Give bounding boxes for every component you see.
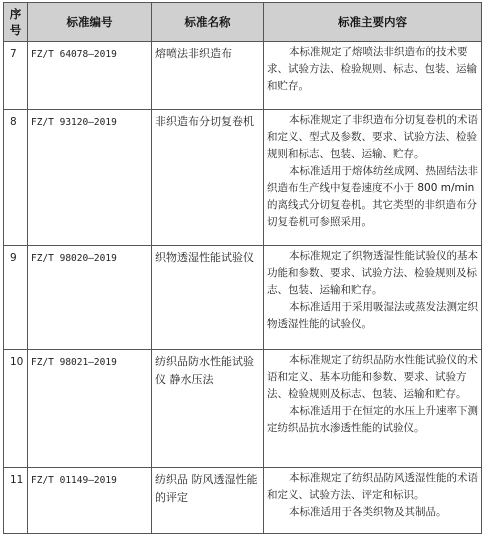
content-paragraph: 本标准规定了纺织品防风透湿性能的术语和定义、试验方法、评定和标识。 (267, 472, 478, 501)
content-paragraph: 本标准适用于各类织物及其制品。 (289, 506, 447, 518)
row-code: FZ/T 64078—2019 (28, 42, 152, 110)
row-name: 熔喷法非织造布 (152, 42, 264, 110)
header-code: 标准编号 (28, 3, 152, 42)
header-name: 标准名称 (152, 3, 264, 42)
row-content (264, 350, 482, 468)
row-seq: 8 (4, 110, 28, 246)
table-row (4, 246, 482, 350)
row-code: FZ/T 98020—2019 (28, 246, 152, 350)
table-row (4, 468, 482, 534)
row-content (264, 42, 482, 110)
table-row (4, 350, 482, 468)
row-content (264, 468, 482, 534)
row-seq: 7 (4, 42, 28, 110)
row-name: 纺织品 防风透湿性能的评定 (152, 468, 264, 534)
row-name: 纺织品防水性能试验仪 静水压法 (152, 350, 264, 468)
content-paragraph: 本标准适用于采用吸湿法或蒸发法测定织物透湿性能的试验仪。 (267, 301, 478, 330)
table-row (4, 42, 482, 110)
header-content: 标准主要内容 (264, 3, 482, 42)
standards-table (3, 2, 482, 534)
content-paragraph: 本标准规定了织物透湿性能试验仪的基本功能和参数、要求、试验方法、检验规则及标志、包装、运输和贮存。 (267, 250, 478, 296)
content-paragraph: 本标准规定了熔喷法非织造布的技术要求、试验方法、检验规则、标志、包装、运输和贮存。 (267, 46, 477, 92)
row-seq: 10 (4, 350, 28, 468)
row-name: 织物透湿性能试验仪 (152, 246, 264, 350)
row-content (264, 110, 482, 246)
row-seq: 9 (4, 246, 28, 350)
row-seq: 11 (4, 468, 28, 534)
content-paragraph: 本标准规定了非织造布分切复卷机的术语和定义、型式及参数、要求、试验方法、检验规则和标志、包装、运输、贮存。 (267, 114, 478, 160)
row-code: FZ/T 98021—2019 (28, 350, 152, 468)
content-paragraph: 本标准规定了纺织品防水性能试验仪的术语和定义、基本功能和参数、要求、试验方法、检验规则及标志、包装、运输和贮存。 (267, 354, 478, 400)
header-seq: 序号 (4, 3, 28, 42)
content-paragraph: 本标准适用于在恒定的水压上升速率下测定纺织品抗水渗透性能的试验仪。 (267, 405, 478, 434)
row-content (264, 246, 482, 350)
row-code: FZ/T 93120—2019 (28, 110, 152, 246)
table-header-row (4, 3, 482, 42)
content-paragraph: 本标准适用于熔体纺丝成网、热固结法非织造布生产线中复卷速度不小于 800 m/min的离线式分切复卷机。其它类型的非织造布分切复卷机可参照采用。 (267, 165, 478, 228)
row-code: FZ/T 01149—2019 (28, 468, 152, 534)
row-name: 非织造布分切复卷机 (152, 110, 264, 246)
table-row (4, 110, 482, 246)
